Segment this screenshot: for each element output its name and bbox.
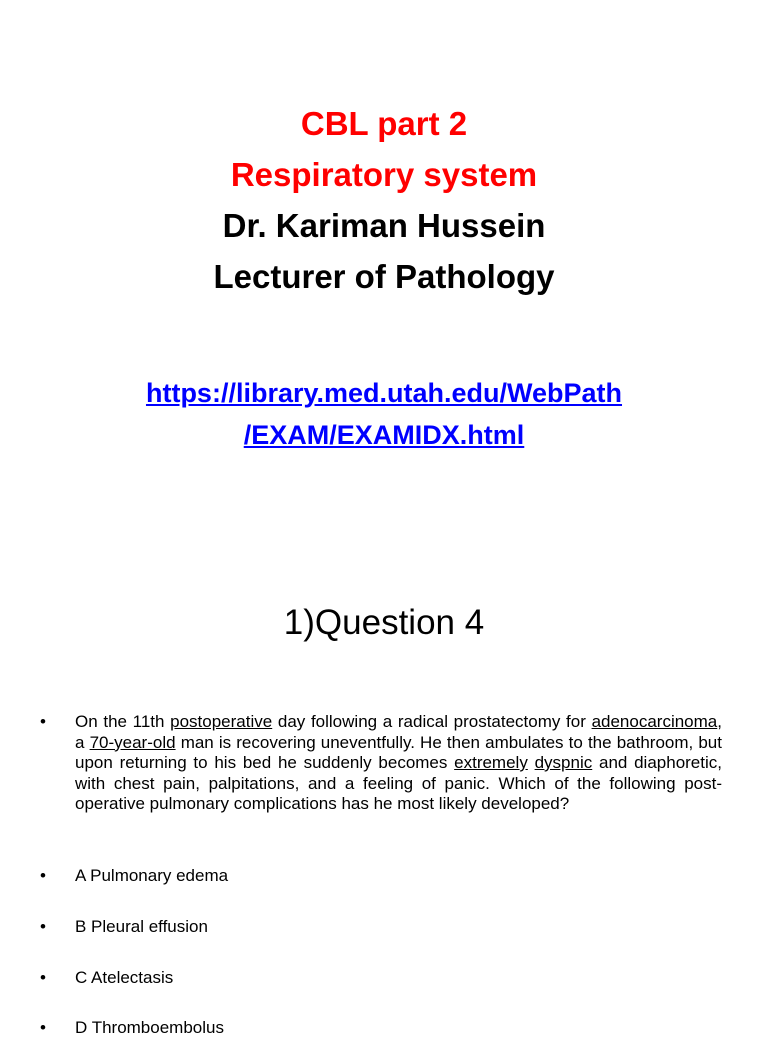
option-label: C Atelectasis — [75, 968, 174, 987]
stem-text: day following a radical prostatectomy for — [272, 712, 592, 731]
question-stem — [40, 712, 722, 815]
bullet-icon: • — [40, 712, 46, 731]
answer-option-b — [40, 917, 722, 938]
question-text — [75, 712, 722, 815]
option-label: A Pulmonary edema — [75, 866, 229, 885]
title-block — [0, 98, 768, 302]
stem-underlined: postoperative — [170, 712, 273, 731]
webpath-link[interactable] — [0, 372, 768, 456]
stem-underlined: 70-year-old — [89, 732, 176, 752]
stem-text: , a — [75, 712, 722, 752]
answer-option-d — [40, 1018, 722, 1039]
bullet-icon: • — [40, 1018, 46, 1037]
answer-option-c — [40, 968, 722, 989]
bullet-icon: • — [40, 968, 46, 987]
stem-underlined: extremely — [454, 753, 528, 772]
stem-text — [528, 753, 535, 772]
topic-title: Respiratory system — [230, 156, 538, 193]
bullet-icon: • — [40, 917, 46, 936]
stem-text: and diaphoretic, with chest pain, palpitations, and a feeling of panic. Which of the following post-operative pulmonary complications has he most likely developed? — [75, 753, 722, 813]
bullet-icon: • — [40, 866, 46, 885]
option-label: B Pleural effusion — [75, 917, 208, 936]
link-line-1[interactable]: https://library.med.utah.edu/WebPath — [145, 378, 623, 408]
lecturer-name: Dr. Kariman Hussein — [222, 207, 546, 244]
stem-underlined: dyspnic — [534, 753, 593, 772]
question-heading: 1)Question 4 — [283, 603, 485, 642]
answer-option-a — [40, 866, 722, 887]
link-line-2[interactable]: /EXAM/EXAMIDX.html — [243, 420, 525, 450]
stem-text: On the 11th — [75, 712, 171, 731]
stem-text: man is recovering uneventfully. He then ambulates to the bathroom, but upon returning to his bed he suddenly becomes — [75, 732, 722, 772]
question-slide — [0, 576, 768, 1037]
option-label: D Thromboembolus — [75, 1018, 224, 1037]
lecturer-role: Lecturer of Pathology — [213, 258, 555, 295]
stem-underlined: adenocarcinoma — [591, 712, 718, 731]
course-title: CBL part 2 — [300, 105, 468, 142]
